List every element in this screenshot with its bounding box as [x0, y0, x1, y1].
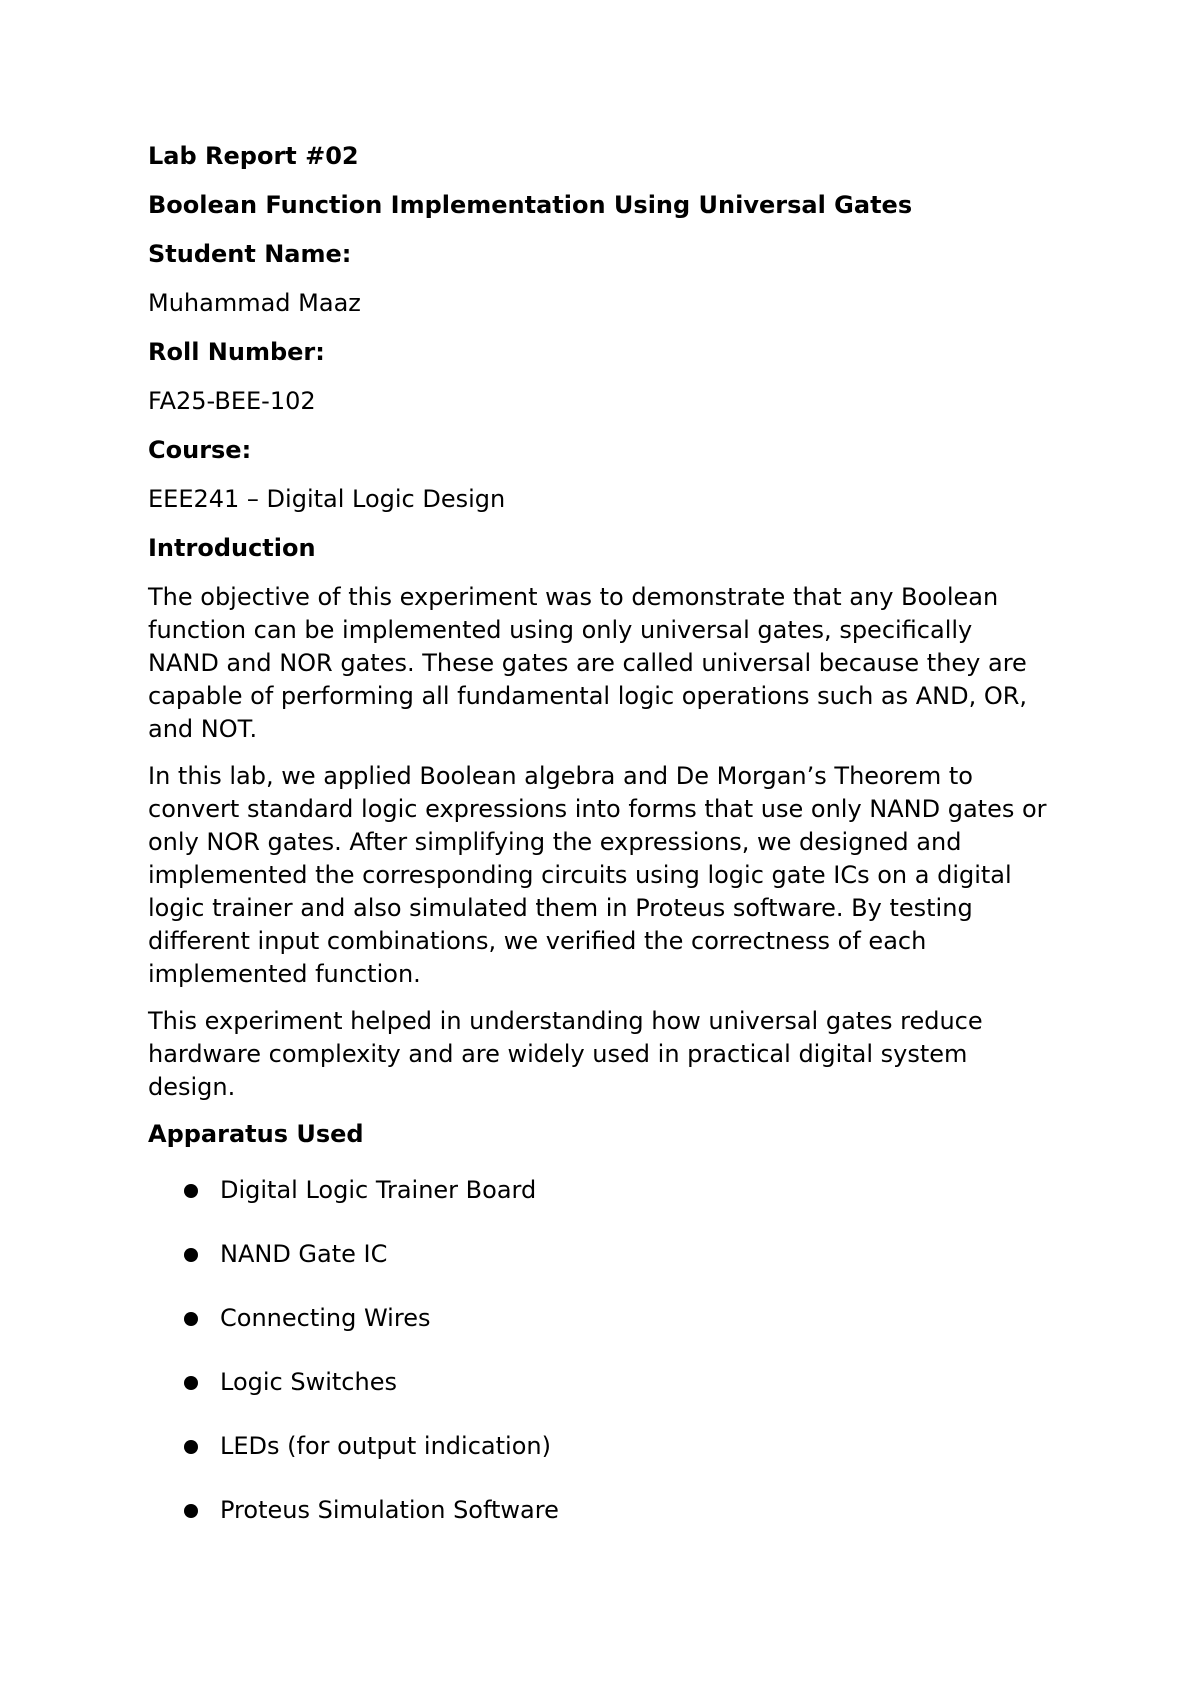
- student-name-value: Muhammad Maaz: [148, 289, 361, 317]
- apparatus-item-label: Logic Switches: [220, 1368, 397, 1396]
- roll-number-label: Roll Number:: [148, 338, 325, 366]
- report-title: Lab Report #02: [148, 142, 359, 170]
- paragraph-line: capable of performing all fundamental logic operations such as AND, OR,: [148, 682, 1028, 710]
- paragraph-line: This experiment helped in understanding how universal gates reduce: [148, 1007, 983, 1035]
- apparatus-item-label: Connecting Wires: [220, 1304, 431, 1332]
- course-value: EEE241 – Digital Logic Design: [148, 485, 506, 513]
- paragraph-line: The objective of this experiment was to demonstrate that any Boolean: [148, 583, 999, 611]
- paragraph-line: logic trainer and also simulated them in Proteus software. By testing: [148, 894, 973, 922]
- bullet-icon: [184, 1248, 198, 1262]
- paragraph-line: design.: [148, 1073, 236, 1101]
- bullet-icon: [184, 1184, 198, 1198]
- paragraph-line: and NOT.: [148, 715, 258, 743]
- list-item: [148, 1494, 1088, 1526]
- course-label: Course:: [148, 436, 252, 464]
- paragraph-line: hardware complexity and are widely used in practical digital system: [148, 1040, 968, 1068]
- apparatus-item-label: Digital Logic Trainer Board: [220, 1176, 537, 1204]
- paragraph-line: only NOR gates. After simplifying the expressions, we designed and: [148, 828, 962, 856]
- list-item: [148, 1302, 1088, 1334]
- paragraph-line: different input combinations, we verified the correctness of each: [148, 927, 927, 955]
- paragraph-line: NAND and NOR gates. These gates are called universal because they are: [148, 649, 1027, 677]
- report-subtitle: Boolean Function Implementation Using Universal Gates: [148, 191, 913, 219]
- apparatus-item-label: Proteus Simulation Software: [220, 1496, 559, 1524]
- list-item: [148, 1238, 1088, 1270]
- bullet-icon: [184, 1376, 198, 1390]
- list-item: [148, 1430, 1088, 1462]
- paragraph-line: In this lab, we applied Boolean algebra and De Morgan’s Theorem to: [148, 762, 973, 790]
- introduction-heading: Introduction: [148, 534, 316, 562]
- introduction-paragraph: [148, 1005, 1088, 1104]
- paragraph-line: implemented function.: [148, 960, 421, 988]
- roll-number-value: FA25-BEE-102: [148, 387, 316, 415]
- bullet-icon: [184, 1504, 198, 1518]
- bullet-icon: [184, 1440, 198, 1454]
- bullet-icon: [184, 1312, 198, 1326]
- apparatus-heading: Apparatus Used: [148, 1120, 364, 1148]
- apparatus-item-label: NAND Gate IC: [220, 1240, 388, 1268]
- list-item: [148, 1366, 1088, 1398]
- introduction-paragraph: [148, 581, 1088, 746]
- paragraph-line: convert standard logic expressions into forms that use only NAND gates or: [148, 795, 1047, 823]
- student-name-label: Student Name:: [148, 240, 352, 268]
- paragraph-line: function can be implemented using only universal gates, specifically: [148, 616, 973, 644]
- apparatus-list: [148, 1174, 1088, 1526]
- list-item: [148, 1174, 1088, 1206]
- paragraph-line: implemented the corresponding circuits using logic gate ICs on a digital: [148, 861, 1012, 889]
- apparatus-item-label: LEDs (for output indication): [220, 1432, 551, 1460]
- introduction-paragraph: [148, 760, 1088, 991]
- document-page: [148, 140, 1088, 1558]
